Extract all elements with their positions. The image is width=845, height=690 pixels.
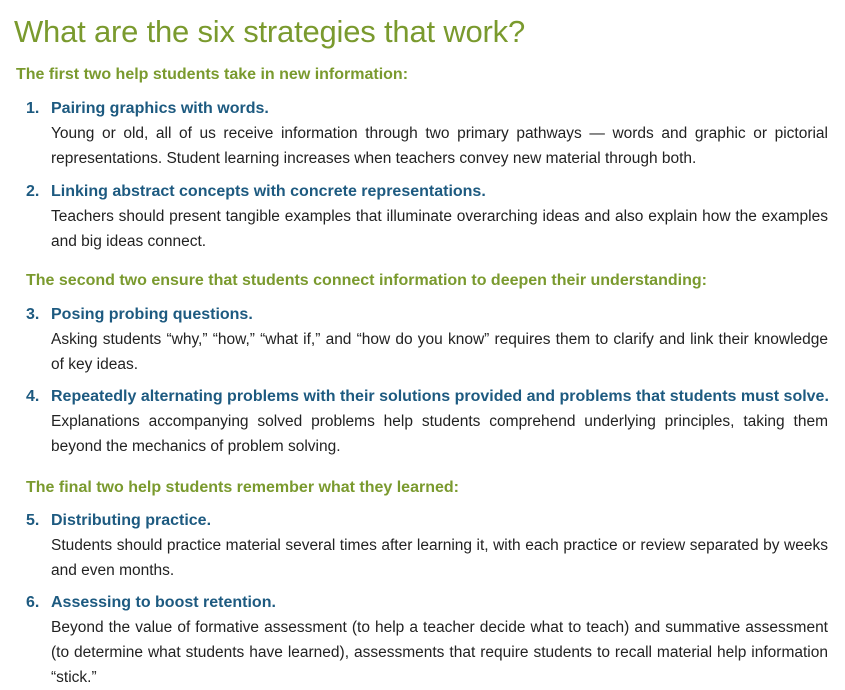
strategy-item-1: [26, 97, 828, 171]
strategy-title: Repeatedly alternating problems with their solutions provided and problems that students must solve.: [51, 388, 829, 405]
strategy-description: Beyond the value of formative assessment (to help a teacher decide what to teach) and summative assessment (to determine what students have learned), assessments that require students to recall material help information “stick.”: [51, 619, 828, 686]
strategy-heading: [26, 591, 828, 615]
strategy-heading: [26, 385, 828, 409]
strategy-heading: [26, 509, 828, 533]
page-title: What are the six strategies that work?: [14, 14, 526, 49]
strategy-number: 5.: [26, 512, 40, 529]
section-heading-second-two: The second two ensure that students connect information to deepen their understanding:: [26, 272, 707, 289]
strategy-title: Posing probing questions.: [51, 306, 253, 323]
strategy-title: Linking abstract concepts with concrete representations.: [51, 183, 486, 200]
strategy-number: 6.: [26, 594, 40, 611]
strategy-number: 1.: [26, 100, 40, 117]
strategy-item-3: [26, 303, 828, 377]
strategy-item-4: [26, 385, 828, 459]
strategy-number: 3.: [26, 306, 40, 323]
strategy-description: Explanations accompanying solved problems help students comprehend underlying principles, taking them beyond the mechanics of problem solving.: [51, 413, 828, 455]
strategy-description: Young or old, all of us receive information through two primary pathways — words and graphic or pictorial representations. Student learning increases when teachers convey new material through both.: [51, 125, 828, 167]
strategy-title: Distributing practice.: [51, 512, 212, 529]
strategy-item-5: [26, 509, 828, 583]
strategy-number: 2.: [26, 183, 40, 200]
strategy-number: 4.: [26, 388, 40, 405]
strategy-description: Asking students “why,” “how,” “what if,” and “how do you know” requires them to clarify and link their knowledge of key ideas.: [51, 331, 828, 373]
strategy-heading: [26, 180, 828, 204]
strategy-title: Pairing graphics with words.: [51, 100, 269, 117]
section-heading-first-two: The first two help students take in new information:: [16, 66, 409, 83]
section-heading-final-two: The final two help students remember what they learned:: [26, 479, 459, 496]
strategy-description: Students should practice material several times after learning it, with each practice or review separated by weeks and even months.: [51, 537, 828, 579]
strategy-item-2: [26, 180, 828, 254]
strategy-description: Teachers should present tangible examples that illuminate overarching ideas and also explain how the examples and big ideas connect.: [51, 208, 828, 250]
strategy-title: Assessing to boost retention.: [51, 594, 276, 611]
strategy-item-6: [26, 591, 828, 690]
strategy-heading: [26, 97, 828, 121]
strategy-heading: [26, 303, 828, 327]
